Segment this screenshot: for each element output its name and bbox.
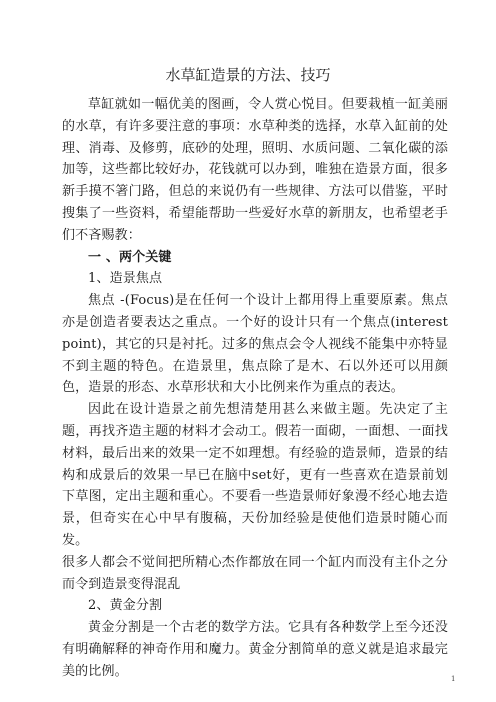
golden-paragraph-1: 黄金分割是一个古老的数学方法。它具有各种数学上至今还没有明确解释的神奇作用和魔力。黄金分割简单的意义就是追求最完美的比例。 — [62, 620, 448, 679]
page-number: 1 — [451, 675, 456, 683]
document-title: 水草缸造景的方法、技巧 — [165, 66, 331, 84]
focus-paragraph-2: 因此在设计造景之前先想清楚用甚么来做主题。先决定了主题，再找齐造主题的材料才会动工。假若一面砌，一面想、一面找材料，最后出来的效果一定不如理想。有经验的造景师，造景的结构和成景后的效果一早已在脑中set好，更有一些喜欢在造景前划下草图，定出主题和重心。不要看一些造景师好象漫不经心地去造景，但奇实在心中早有腹稿，天份加经验是使他们造景时随心而发。 — [62, 402, 448, 548]
focus-paragraph-3: 很多人都会不觉间把所精心杰作都放在同一个缸内而没有主仆之分而令到造景变得混乱 — [62, 554, 448, 592]
intro-paragraph: 草缸就如一幅优美的图画，令人赏心悦目。但要栽植一缸美丽的水草，有许多要注意的事项：水草种类的选择，水草入缸前的处理、消毒、及修剪，底砂的处理，照明、水质问题、二氧化碳的添加等，这些都比较好办，花钱就可以办到，唯独在造景方面，很多新手摸不箸门路，但总的来说仍有一些规律、方法可以借鉴，平时搜集了一些资料，希望能帮助一些爱好水草的新朋友，也希望老手们不吝赐教： — [62, 97, 448, 243]
subsection-heading-golden: 2、黄金分割 — [88, 598, 163, 614]
document-body — [62, 94, 448, 683]
section-heading: 一 、两个关键 — [88, 249, 172, 265]
subsection-heading-focus: 1、造景焦点 — [88, 271, 163, 287]
focus-paragraph-1: 焦点 -(Focus)是在任何一个设计上都用得上重要原素。焦点亦是创造者要表达之重点。一个好的设计只有一个焦点(interest point)，其它的只是衬托。过多的焦点会令人视线不能集中亦特显不到主题的特色。在造景里，焦点除了是木、石以外还可以用颜色，造景的形态、水草形状和大小比例来作为重点的表达。 — [62, 293, 448, 396]
